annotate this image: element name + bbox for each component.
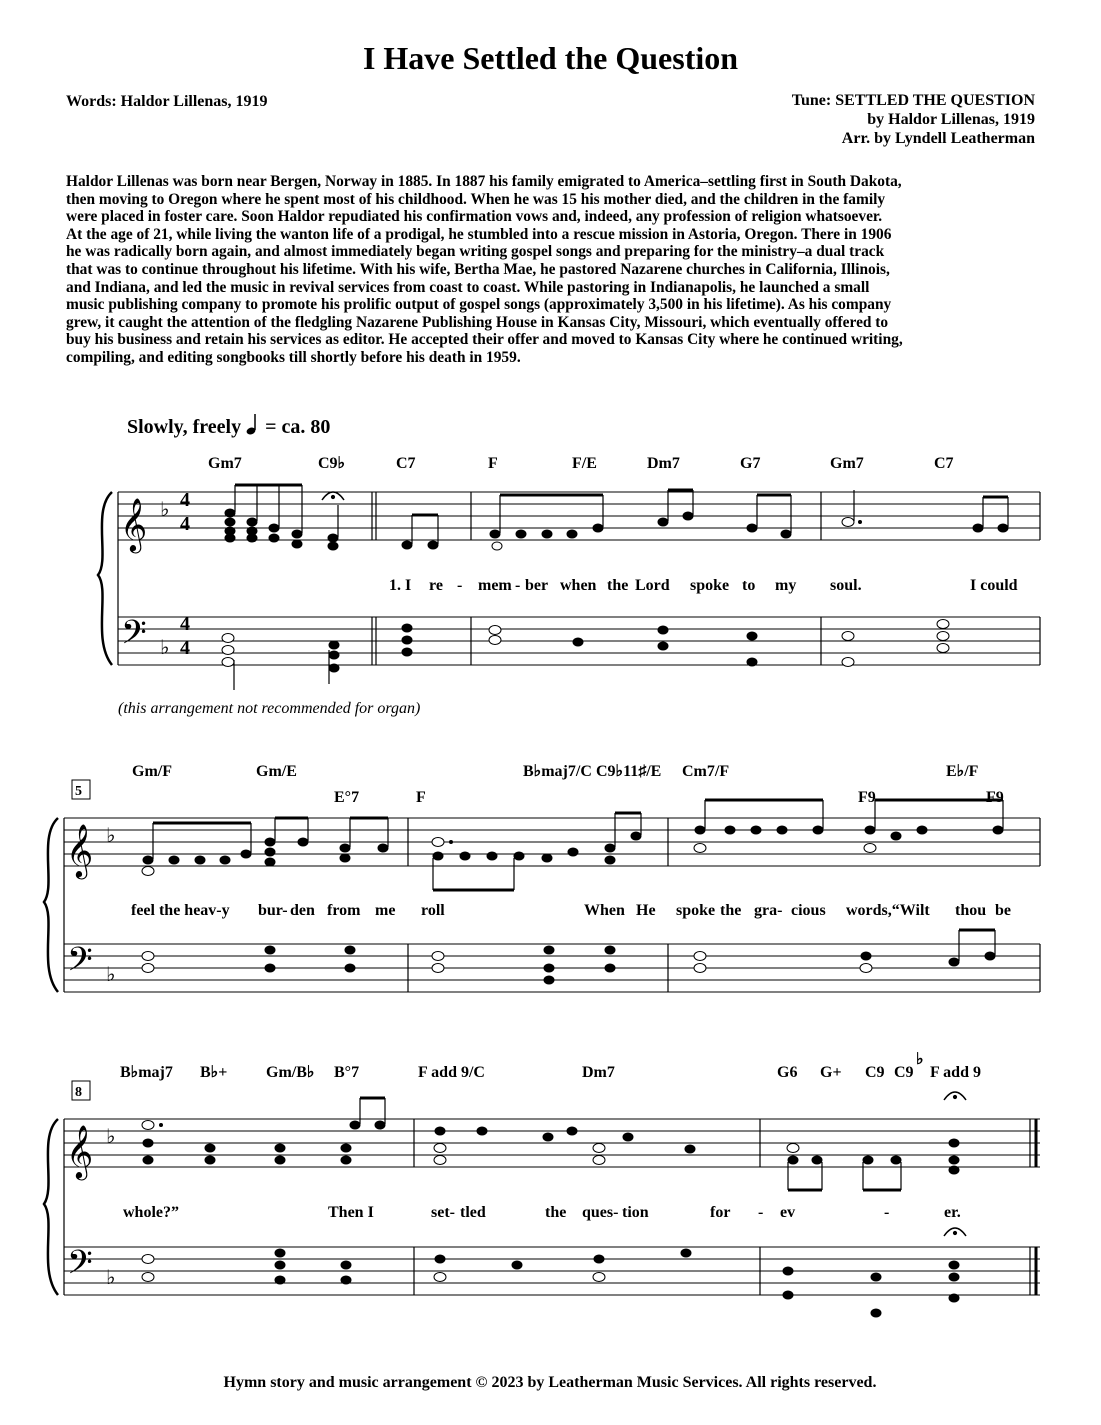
lyric: the [607, 577, 629, 594]
lyric: bur- [258, 902, 288, 919]
lyric: set- [431, 1204, 455, 1221]
flat-key-signature: ♭ [160, 635, 170, 659]
lyric: Then I [328, 1204, 374, 1221]
chord-symbol: G+ [820, 1064, 842, 1081]
treble-clef-icon: 𝄞 [66, 823, 94, 877]
organ-note: (this arrangement not recommended for organ) [118, 700, 421, 717]
melody-notes [402, 490, 1008, 550]
story-line: music publishing company to promote his prolific output of gospel songs (approximately 3,500 in his lifetime). As his company [66, 296, 892, 314]
chord-symbol: G7 [740, 455, 761, 472]
story-line: compiling, and editing songbooks till shortly before his death in 1959. [66, 348, 521, 366]
lyrics-1 [389, 577, 1018, 594]
clefs-and-keys-2 [66, 784, 115, 987]
clefs-and-keys-1 [120, 489, 190, 660]
chord-symbol: C9 [894, 1064, 914, 1081]
grand-staff-brace [98, 492, 112, 665]
chord-symbol: ♭ [916, 1051, 924, 1068]
measure-number: 8 [75, 1085, 82, 1100]
lyric: whole?” [123, 1204, 179, 1221]
time-signature [180, 489, 190, 659]
lyric: Lord [635, 577, 670, 594]
chord-symbol: E°7 [334, 789, 360, 806]
story-line: Haldor Lillenas was born near Bergen, Norway in 1885. In 1887 his family emigrated to America–settling first in South Dakota, [66, 173, 902, 190]
chord-symbol: Gm/B♭ [266, 1064, 315, 1081]
system-2 [44, 780, 1040, 992]
bass-notes-1 [222, 620, 949, 691]
chord-symbol: B°7 [334, 1064, 360, 1081]
chord-symbol: G6 [777, 1064, 798, 1081]
bass-clef-icon: 𝄢 [67, 941, 93, 987]
lyric: I could [970, 577, 1018, 594]
lyric: cious [791, 902, 826, 919]
lyric: the [720, 902, 742, 919]
tempo-text: Slowly, freely [127, 416, 242, 438]
chord-symbol: F9 [858, 789, 876, 806]
lyric: my [775, 577, 797, 594]
chord-symbol: Gm/E [256, 763, 297, 780]
story-line: grew, it caught the attention of the fledgling Nazarene Publishing House in Kansas City, Missouri, which eventually offered to [66, 313, 889, 331]
chord-symbol: C7 [396, 455, 416, 472]
lyric: when [560, 577, 597, 594]
lyric: - [758, 1204, 764, 1221]
lyric: spoke [676, 902, 716, 919]
lyric: re [429, 577, 443, 594]
lyric: He [636, 902, 656, 919]
story-line: and Indiana, and led the music in revival services from coast to coast. While pastoring in Indianapolis, he launched a small [66, 278, 870, 296]
story-line: At the age of 21, while living the wanton life of a prodigal, he stumbled into a rescue mission in Astoria, Oregon. There in 1906 [66, 225, 892, 243]
lyric: to [742, 577, 756, 594]
lyric: tion [622, 1204, 649, 1221]
chord-symbol: F [488, 455, 498, 472]
chord-symbols-3 [120, 1051, 981, 1081]
story-line: then moving to Oregon where he spent most of his childhood. When he was 15 his mother died, and the children in the family [66, 190, 886, 208]
chord-symbol: F add 9 [930, 1064, 981, 1081]
chord-symbol: Dm7 [582, 1064, 615, 1081]
chord-symbol: E♭/F [946, 763, 979, 780]
svg-text:4: 4 [180, 637, 190, 659]
lyrics-2 [131, 902, 1011, 919]
tempo-value: = ca. 80 [265, 416, 331, 438]
lyric: the [545, 1204, 567, 1221]
lyric: den [290, 902, 315, 919]
flat-key-signature: ♭ [160, 497, 170, 521]
lyric: gra- [754, 902, 783, 919]
lyric: - [457, 577, 463, 594]
chord-symbols-2 [132, 763, 1004, 806]
flat-key-signature: ♭ [106, 1265, 116, 1289]
chord-symbol: B♭+ [200, 1064, 228, 1081]
chord-symbol: B♭maj7 [120, 1064, 173, 1081]
lyric: from [327, 902, 361, 919]
page-title: I Have Settled the Question [362, 40, 739, 76]
bass-clef-icon: 𝄢 [121, 614, 147, 660]
lyric: When [584, 902, 625, 919]
lyrics-3 [123, 1204, 961, 1221]
grand-staff-brace [44, 1119, 58, 1295]
chord-symbol: Dm7 [647, 455, 680, 472]
lyric: for [710, 1204, 731, 1221]
story-line: buy his business and retain his services as editor. He accepted their offer and moved to Kansas City where he continued writing, [66, 331, 903, 349]
chord-symbol: F add 9/C [418, 1064, 485, 1081]
tune-line-1: Tune: SETTLED THE QUESTION [791, 92, 1035, 109]
chord-symbol: C9♭11♯/E [596, 763, 662, 780]
chord-symbol: F [416, 789, 426, 806]
lyric: feel the heav-y [131, 902, 230, 919]
lyric: 1. I [389, 577, 412, 594]
lyric: er. [944, 1204, 961, 1221]
bass-clef-icon: 𝄢 [67, 1244, 93, 1290]
words-credit: Words: Haldor Lillenas, 1919 [66, 93, 268, 110]
lyric: words,“Wilt [846, 902, 930, 919]
measure-number: 5 [75, 784, 82, 799]
chord-symbol: C7 [934, 455, 954, 472]
lyric: ber [525, 577, 549, 594]
svg-text:4: 4 [180, 489, 190, 511]
story-line: that was to continue throughout his lifetime. With his wife, Bertha Mae, he pastored Nazarene churches in California, Illinois, [66, 260, 890, 278]
chord-symbols-1 [208, 455, 954, 472]
lyric: spoke [690, 577, 730, 594]
chord-symbol: B♭maj7/C [523, 763, 592, 780]
chord-symbol: Gm7 [208, 455, 242, 472]
lyric: mem [478, 577, 512, 594]
tune-line-3: Arr. by Lyndell Leatherman [841, 130, 1035, 147]
flat-key-signature: ♭ [106, 962, 116, 986]
lyric: - [884, 1204, 890, 1221]
story-line: were placed in foster care. Soon Haldor repudiated his confirmation vows and, indeed, any profession of religion whatsoever. [66, 208, 883, 226]
chord-symbol: F9 [986, 789, 1004, 806]
lyric: - [515, 577, 521, 594]
lyric: ev [780, 1204, 796, 1221]
grand-staff-brace [44, 818, 58, 992]
lyric: tled [460, 1204, 486, 1221]
flat-key-signature: ♭ [106, 823, 116, 847]
chord-symbol: Gm7 [830, 455, 864, 472]
treble-clef-icon: 𝄞 [120, 497, 148, 551]
flat-key-signature: ♭ [106, 1124, 116, 1148]
svg-text:4: 4 [180, 513, 190, 535]
chord-symbol: Gm/F [132, 763, 172, 780]
chord-symbol: C9♭ [318, 455, 346, 472]
chord-symbol: Cm7/F [682, 763, 730, 780]
chord-symbol: C9 [865, 1064, 885, 1081]
lyric: thou [955, 902, 987, 919]
lyric: roll [421, 902, 445, 919]
system-3 [44, 1081, 1040, 1295]
lyric: soul. [830, 577, 862, 594]
copyright-footer: Hymn story and music arrangement © 2023 by Leatherman Music Services. All rights reserved. [223, 1374, 877, 1391]
svg-text:4: 4 [180, 613, 190, 635]
story-line: he was radically born again, and almost immediately began writing gospel songs and preparing for the ministry–a dual track [66, 243, 885, 261]
chord-symbol: F/E [572, 455, 597, 472]
bass-staff-lines [64, 1247, 1040, 1295]
lyric: be [995, 902, 1011, 919]
tune-line-2: by Haldor Lillenas, 1919 [867, 111, 1035, 128]
lyric: ques- [582, 1204, 619, 1221]
lyric: me [375, 902, 396, 919]
treble-clef-icon: 𝄞 [66, 1124, 94, 1178]
